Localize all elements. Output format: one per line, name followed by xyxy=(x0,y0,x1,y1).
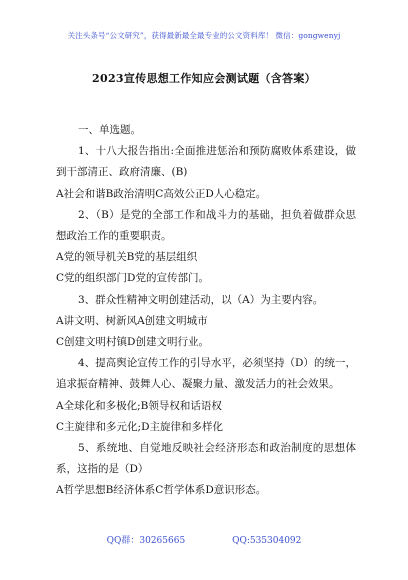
question-3: 3、群众性精神文明创建活动，以（A）为主要内容。 xyxy=(78,293,324,306)
contact-footer xyxy=(0,533,408,546)
answer-options-2a: A党的领导机关B党的基层组织 xyxy=(56,251,198,264)
question-5: 5、系统地、自觉地反映社会经济形态和政治制度的思想体系，这指的是（D） xyxy=(56,442,356,476)
qq-group: QQ群：30265665 xyxy=(106,536,186,546)
answer-options-4b: C主旋律和多元化;D主旋律和多样化 xyxy=(56,420,223,433)
document-body xyxy=(56,120,356,502)
section-heading: 一、单选题。 xyxy=(78,124,141,136)
answer-options-3b: C创建文明村镇D创建文明行业。 xyxy=(56,336,209,349)
answer-options-1: A社会和谐B政治清明C高效公正D人心稳定。 xyxy=(56,187,267,200)
answer-options-3a: A讲文明、树新风A创建文明城市 xyxy=(56,314,208,327)
promo-banner: 关注头条号“公文研究”，获得最新最全最专业的公文资料库！ 微信：gongwenyj xyxy=(67,31,341,40)
question-4: 4、提高舆论宣传工作的引导水平，必须坚持（D）的统一，追求振奋精神、鼓舞人心、凝聚力量、激发活力的社会效果。 xyxy=(56,357,356,391)
answer-options-2b: C党的组织部门D党的宣传部门。 xyxy=(56,272,209,285)
qq-number: QQ:535304092 xyxy=(232,536,302,546)
question-2: 2、（B）是党的全部工作和战斗力的基础，担负着做群众思想政治工作的重要职责。 xyxy=(56,208,356,243)
document-title: 2023宣传思想工作知应会测试题（含答案） xyxy=(92,72,316,85)
answer-options-4a: A全球化和多极化;B领导权和话语权 xyxy=(56,399,222,412)
question-1: 1、十八大报告指出:全面推进惩治和预防腐败体系建设，做到干部清正、政府清廉、(B) xyxy=(56,145,356,179)
answer-options-5: A哲学思想B经济体系C哲学体系D意识形态。 xyxy=(56,484,267,497)
